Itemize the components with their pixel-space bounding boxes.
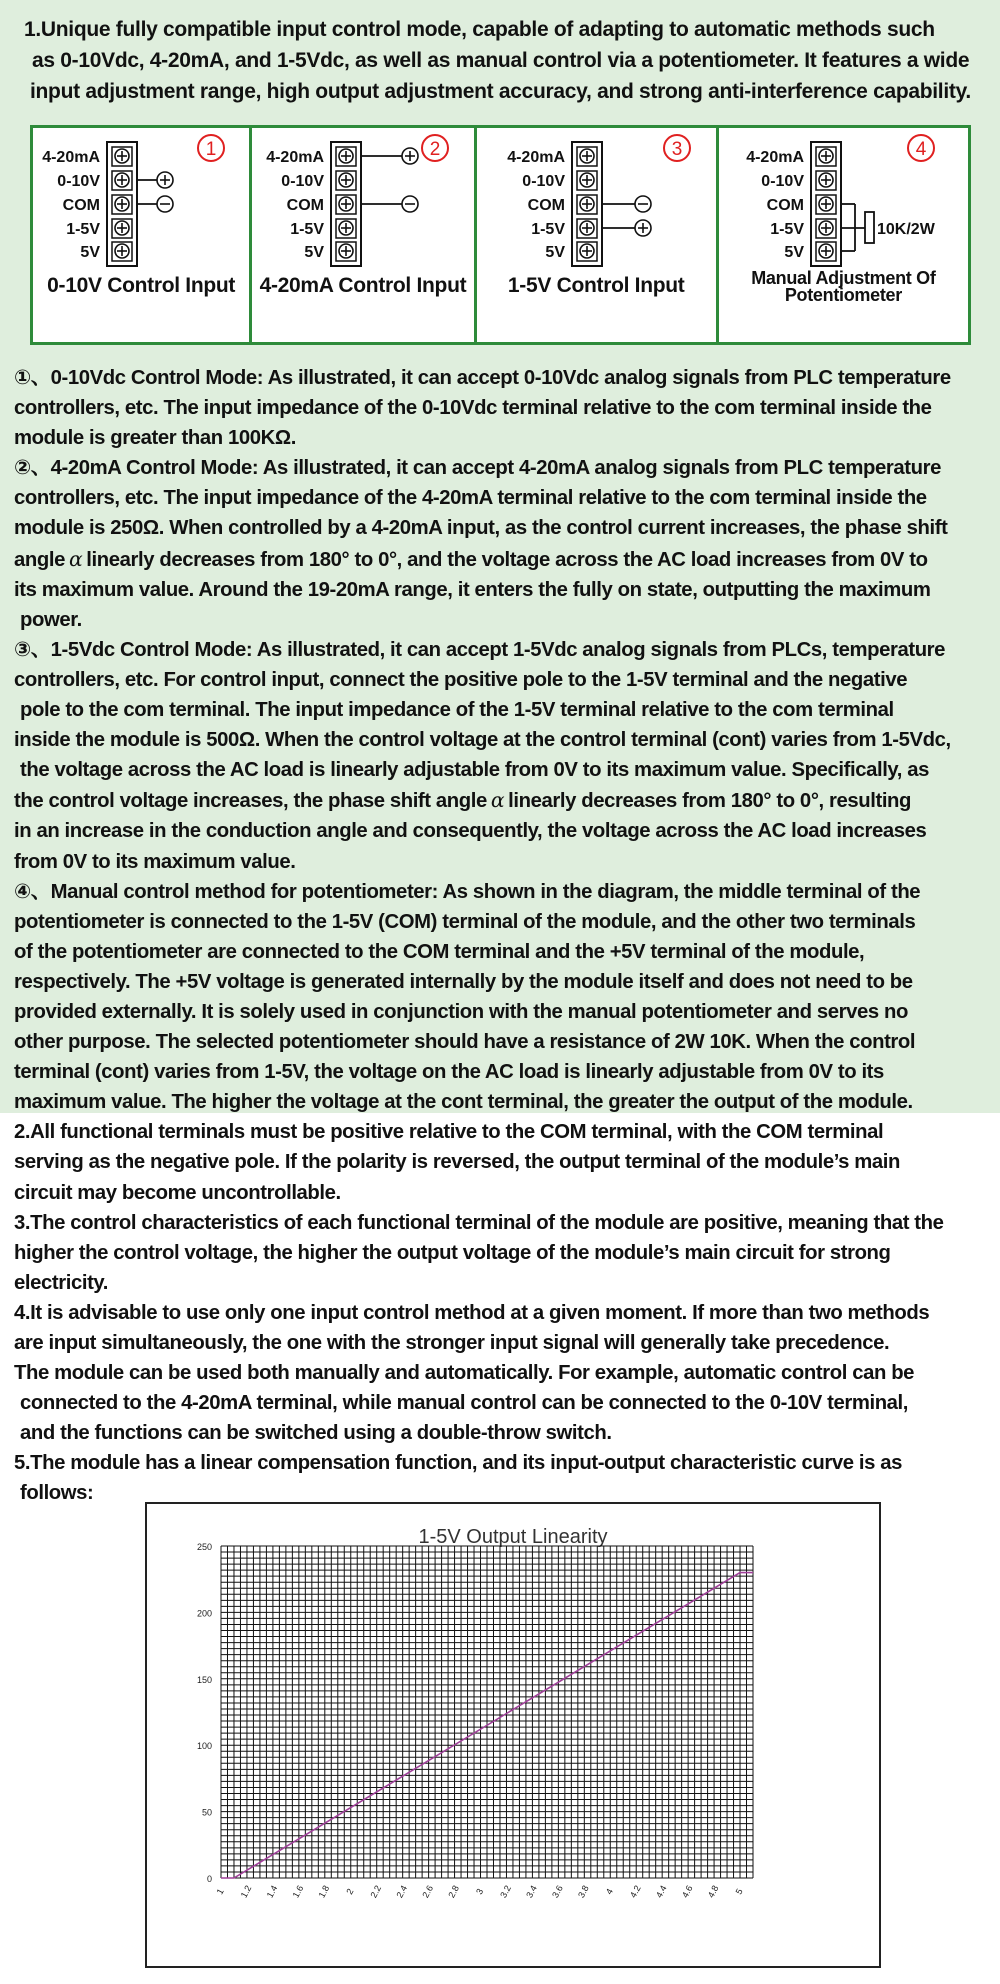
text-line: maximum value. The higher the voltage at the cont terminal, the greater the output of the module. (14, 1091, 913, 1114)
number-digit: 3 (671, 139, 682, 160)
text-line: controllers, etc. The input impedance of the 0-10Vdc terminal relative to the com terminal inside the (14, 397, 932, 420)
text-line: power. (20, 608, 82, 631)
terminal-label: 5V (784, 244, 804, 261)
diagram-4-20ma (252, 128, 476, 342)
text-line: connected to the 4-20mA terminal, while manual control can be connected to the 0-10V terminal, (20, 1392, 909, 1415)
text-line: ②、4-20mA Control Mode: As illustrated, it can accept 4-20mA analog signals from PLC temperature (14, 457, 941, 480)
number-digit: 4 (915, 139, 927, 160)
x-tick-label: 3.4 (524, 1883, 539, 1900)
text-line: potentiometer is connected to the 1-5V (COM) terminal of the module, and the other two terminals (14, 910, 916, 933)
text-line: higher the control voltage, the higher the output voltage of the module’s main circuit for strong (14, 1241, 891, 1264)
x-tick-label: 2 (344, 1886, 356, 1897)
x-tick-label: 4.4 (653, 1883, 669, 1900)
text-fragment: linearly decreases from 180° to 0°, and the voltage across the AC load increases from 0V to (86, 548, 928, 571)
text-line: terminal (cont) varies from 1-5V, the voltage on the AC load is linearly adjustable from 0V to its (14, 1061, 884, 1084)
text-fragment: angle (14, 548, 65, 571)
text-line: respectively. The +5V voltage is generated internally by the module itself and does not need to be (14, 970, 913, 993)
text-line: the voltage across the AC load is linearly adjustable from 0V to its maximum value. Specifically, as (20, 759, 930, 782)
x-tick-label: 4.6 (679, 1883, 695, 1900)
x-tick-label: 2.6 (420, 1883, 436, 1900)
x-tick-label: 1.6 (290, 1883, 306, 1900)
intro-line: input adjustment range, high output adjustment accuracy, and strong anti-interference capability. (30, 80, 971, 103)
diagram-caption: 1-5V Control Input (507, 274, 685, 297)
text-line: controllers, etc. For control input, connect the positive pole to the 1-5V terminal and the negative (14, 668, 908, 691)
x-tick-label: 5 (733, 1886, 745, 1897)
text-line: provided externally. It is solely used in conjunction with the manual potentiometer and serves no (14, 1000, 908, 1023)
text-line: 2.All functional terminals must be positive relative to the COM terminal, with the COM terminal (14, 1121, 884, 1144)
intro-paragraph (18, 14, 983, 107)
terminal-label: 1-5V (770, 221, 804, 238)
linearity-chart (145, 1502, 881, 1968)
terminal-label: COM (286, 197, 325, 214)
diagram-1-5v (477, 128, 719, 342)
x-tick-label: 4 (603, 1886, 615, 1897)
x-tick-label: 4.8 (705, 1883, 721, 1900)
alpha-symbol: α (68, 546, 83, 571)
x-tick-label: 3.2 (498, 1883, 513, 1900)
text-line (14, 544, 999, 575)
text-line: 5.The module has a linear compensation function, and its input-output characteristic curve is as (14, 1452, 902, 1475)
text-line: circuit may become uncontrollable. (14, 1181, 341, 1204)
plot-area (197, 1542, 753, 1899)
terminal-label: 1-5V (66, 221, 100, 238)
text-line (14, 785, 999, 816)
terminal-label: 0-10V (281, 173, 325, 190)
text-line: and the functions can be switched using a double-throw switch. (20, 1422, 612, 1445)
x-tick-label: 3.8 (576, 1883, 591, 1900)
text-line: of the potentiometer are connected to the COM terminal and the +5V terminal of the module, (14, 940, 865, 963)
y-tick-label: 50 (201, 1807, 212, 1818)
y-tick-label: 100 (196, 1741, 212, 1752)
text-line: ③、1-5Vdc Control Mode: As illustrated, it can accept 1-5Vdc analog signals from PLCs, temperature (14, 638, 946, 661)
terminal-label: 4-20mA (506, 149, 565, 166)
text-line: 4.It is advisable to use only one input control method at a given moment. If more than two methods (14, 1301, 930, 1324)
text-line: 3.The control characteristics of each functional terminal of the module are positive, meaning that the (14, 1211, 944, 1234)
x-tick-label: 2.2 (368, 1883, 384, 1900)
text-line: inside the module is 500Ω. When the control voltage at the control terminal (cont) varies from 1-5Vdc, (14, 729, 951, 752)
text-line: its maximum value. Around the 19-20mA range, it enters the fully on state, outputting the maximum (14, 578, 931, 601)
terminal-label: 4-20mA (42, 149, 100, 166)
text-line: module is 250Ω. When controlled by a 4-20mA input, as the control current increases, the phase shift (14, 517, 948, 540)
diagram-caption: 4-20mA Control Input (259, 274, 467, 297)
x-tick-label: 3 (474, 1886, 486, 1897)
text-line: are input simultaneously, the one with the stronger input signal will generally take precedence. (14, 1332, 890, 1354)
text-line: controllers, etc. The input impedance of the 4-20mA terminal relative to the com terminal inside the (14, 487, 927, 510)
chart-plot (147, 1504, 879, 1966)
terminal-label: 0-10V (57, 173, 100, 190)
x-tick-label: 3.6 (550, 1883, 565, 1900)
text-fragment: linearly decreases from 180° to 0°, resulting (508, 790, 912, 813)
x-tick-label: 1.2 (238, 1883, 254, 1900)
text-line: pole to the com terminal. The input impedance of the 1-5V terminal relative to the com terminal (20, 699, 894, 722)
x-tick-label: 2.4 (394, 1883, 410, 1900)
y-tick-label: 250 (196, 1542, 212, 1552)
x-tick-label: 1.4 (264, 1883, 280, 1900)
terminal-label: COM (62, 197, 100, 214)
alpha-symbol: α (490, 788, 505, 813)
diagram-potentiometer (719, 128, 968, 342)
chart-title: 1-5V Output Linearity (418, 1526, 608, 1548)
text-line: in an increase in the conduction angle and consequently, the voltage across the AC load increases (14, 820, 927, 843)
text-line: serving as the negative pole. If the polarity is reversed, the output terminal of the module’s main (14, 1151, 901, 1174)
x-tick-label: 1 (214, 1886, 226, 1897)
caption-line: Potentiometer (784, 285, 902, 305)
terminal-label: COM (527, 197, 565, 214)
terminal-label: 4-20mA (745, 149, 804, 166)
terminal-label: 5V (80, 244, 100, 261)
diagram-caption (719, 270, 968, 304)
intro-line: as 0-10Vdc, 4-20mA, and 1-5Vdc, as well as manual control via a potentiometer. It features a wide (32, 49, 970, 72)
text-fragment: the control voltage increases, the phase shift angle (14, 790, 487, 813)
wiring-diagrams (30, 125, 971, 345)
terminal-label: 0-10V (761, 173, 804, 190)
text-line: other purpose. The selected potentiometer should have a resistance of 2W 10K. When the control (14, 1031, 916, 1054)
text-line: follows: (20, 1482, 94, 1505)
terminal-label: 5V (545, 244, 565, 261)
text-line: from 0V to its maximum value. (14, 850, 296, 873)
terminal-label: 5V (304, 244, 325, 261)
terminal-label: COM (766, 197, 804, 214)
text-line: The module can be used both manually and automatically. For example, automatic control can be (14, 1362, 915, 1385)
resistor-label: 10K/2W (876, 221, 935, 238)
intro-line: 1.Unique fully compatible input control mode, capable of adapting to automatic methods such (24, 18, 935, 41)
x-tick-label: 2.8 (446, 1883, 462, 1900)
text-line: electricity. (14, 1271, 109, 1294)
terminal-label: 1-5V (530, 221, 565, 238)
resistor-icon (865, 212, 874, 243)
diagram-0-10v (33, 128, 252, 342)
terminal-label: 4-20mA (266, 149, 325, 166)
diagram-caption: 0-10V Control Input (47, 274, 236, 297)
number-digit: 1 (205, 139, 217, 160)
x-tick-label: 1.8 (316, 1883, 332, 1900)
y-tick-label: 150 (196, 1674, 212, 1685)
description-text (14, 363, 999, 1509)
text-line: ①、0-10Vdc Control Mode: As illustrated, it can accept 0-10Vdc analog signals from PLC temperature (14, 367, 951, 389)
caption-line: Manual Adjustment Of (751, 268, 936, 288)
text-line: module is greater than 100KΩ. (14, 427, 296, 450)
text-line: ④、Manual control method for potentiometer: As shown in the diagram, the middle terminal of the (14, 880, 921, 903)
x-tick-label: 4.2 (627, 1883, 643, 1900)
y-tick-label: 200 (196, 1608, 212, 1619)
terminal-label: 1-5V (290, 221, 325, 238)
y-tick-label: 0 (206, 1874, 212, 1884)
number-digit: 2 (430, 139, 441, 160)
terminal-label: 0-10V (521, 173, 565, 190)
